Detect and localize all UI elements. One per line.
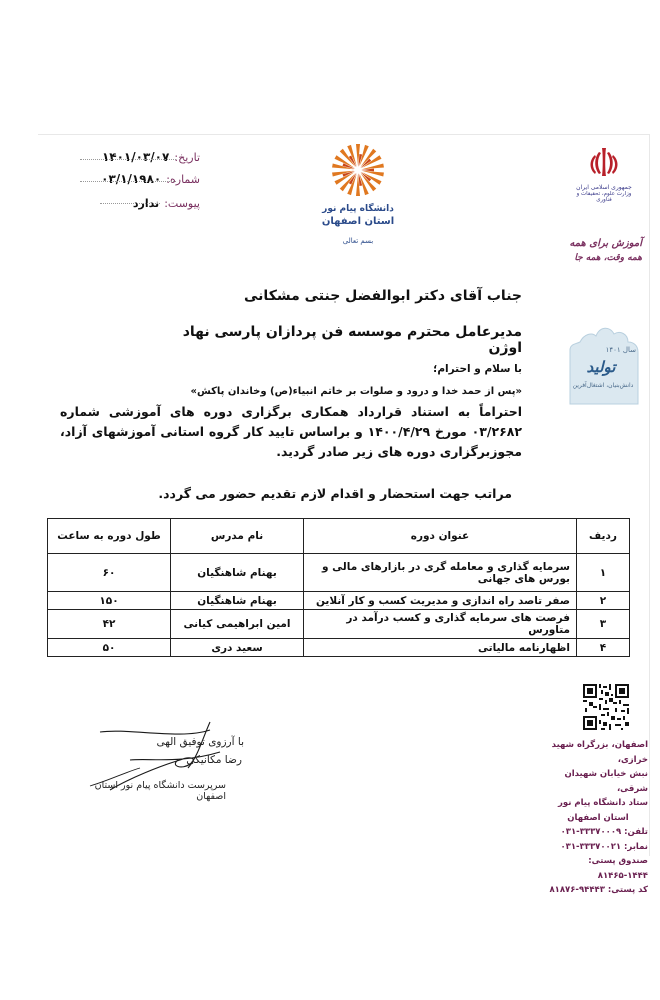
date-dots [80,159,176,160]
row-title: سرمایه گذاری و معامله گری در بازارهای مالی و بورس های جهانی [304,554,577,592]
attachment-label: پیوست: [164,197,200,210]
number-dots [80,181,176,182]
table-row [48,610,630,639]
address-pobox: صندوق پستی: ۱۴۴۴-۸۱۴۶۵ [588,856,648,881]
row-hours: ۵۰ [48,639,171,657]
row-title: اظهارنامه مالیاتی [304,639,577,657]
year-badge-year: سال ۱۴۰۱ [605,346,636,354]
table-row [48,554,630,592]
header-title: عنوان دوره [304,519,577,554]
addressee-position: مدیرعامل محترم موسسه فن پردازان پارسی نهاد اوژن [182,324,522,356]
table-row [48,592,630,610]
university-sub: بسم تعالی [342,237,374,245]
row-title: صفر تاصد راه اندازی و مدیریت کسب و کار آنلاین [304,592,577,610]
row-hours: ۴۲ [48,610,171,639]
address-postal: کد پستی: ۹۴۴۴۳-۸۱۸۷۶ [549,885,648,895]
iran-emblem-icon [568,146,640,180]
closing-line: مراتب جهت استحضار و اقدام لازم تقدیم حضور می گردد. [158,486,512,501]
date-label: تاریخ: [174,151,200,164]
signature-title: سرپرست دانشگاه پیام نور استان اصفهان [94,780,226,802]
university-logo [318,140,398,250]
signature-block [70,720,250,800]
ministry-emblem [568,146,640,208]
slogan-line2: همه وقت، همه جا [574,253,642,263]
year-badge [566,324,642,408]
address-fax: نمابر: ۳۳۳۷۰۰۲۱-۰۳۱ [560,841,648,852]
row-title: فرصت های سرمایه گذاری و کسب درآمد در متاورس [304,610,577,639]
row-num: ۴ [577,639,630,657]
attachment-row [80,192,200,208]
date-value: ۱۴۰۱/۰۳/۰۷ [101,150,170,164]
row-num: ۳ [577,610,630,639]
university-province: استان اصفهان [321,216,395,227]
table-header-row [48,519,630,554]
emblem-line2: وزارت علوم، تحقیقات و فناوری [576,191,632,203]
number-label: شماره: [166,173,200,186]
address-line1: اصفهان، بزرگراه شهید خرازی، [551,740,648,765]
number-value: ۰۳/۱/۱۹۸۰ [101,172,162,186]
praise-line: «پس از حمد خدا و درود و صلوات بر خاتم انبیاء(ص) وخاندان پاکش» [190,386,522,397]
attachment-value: ندارد [132,197,160,210]
row-num: ۱ [577,554,630,592]
header-hours: طول دوره به ساعت [48,519,171,554]
year-badge-sub: دانش‌بنیان، اشتغال‌آفرین [572,382,634,389]
year-badge-word: تولید [586,358,616,376]
header-num: ردیف [577,519,630,554]
greeting: با سلام و احترام؛ [433,363,522,375]
courses-table-wrap [47,518,630,657]
address-block [548,738,648,898]
row-hours: ۱۵۰ [48,592,171,610]
row-teacher: بهنام شاهنگیان [171,592,304,610]
addressee-name: جناب آقای دکتر ابوالفضل جنتی مشکانی [244,288,522,304]
address-line3: ستاد دانشگاه پیام نور [557,798,648,808]
qr-code-icon [583,684,629,730]
courses-table [47,518,630,657]
slogan [560,238,642,263]
row-num: ۲ [577,592,630,610]
emblem-line1: جمهوری اسلامی ایران [576,184,632,191]
signature-name: رضا مکانیکی [186,754,242,766]
address-phone: تلفن: ۳۳۳۷۰۰۰۹-۰۳۱ [560,827,648,837]
row-teacher: امین ابراهیمی کیانی [171,610,304,639]
table-row [48,639,630,657]
row-teacher: سعید دری [171,639,304,657]
signature-wish: با آرزوی توفیق الهی [156,736,244,748]
university-sunburst-icon [318,140,398,200]
row-hours: ۶۰ [48,554,171,592]
address-line2: نبش خیابان شهیدان شرقی، [564,769,648,794]
attachment-dots [100,203,160,204]
slogan-line1: آموزش برای همه [569,238,642,249]
body-paragraph: احتراماً به استناد قرارداد همکاری برگزاری دوره های آموزشی شماره ۰۳/۲۶۸۲ مورخ ۱۴۰۰/۴/۲۹ و براساس تایید کار گروه استانی آموزشهای آزاد، مجوزبرگزاری دوره های زیر صادر گردید. [60,404,522,459]
university-name: دانشگاه پیام نور [322,204,394,214]
header-teacher: نام مدرس [171,519,304,554]
row-teacher: بهنام شاهنگیان [171,554,304,592]
address-line4: استان اصفهان [567,812,629,823]
